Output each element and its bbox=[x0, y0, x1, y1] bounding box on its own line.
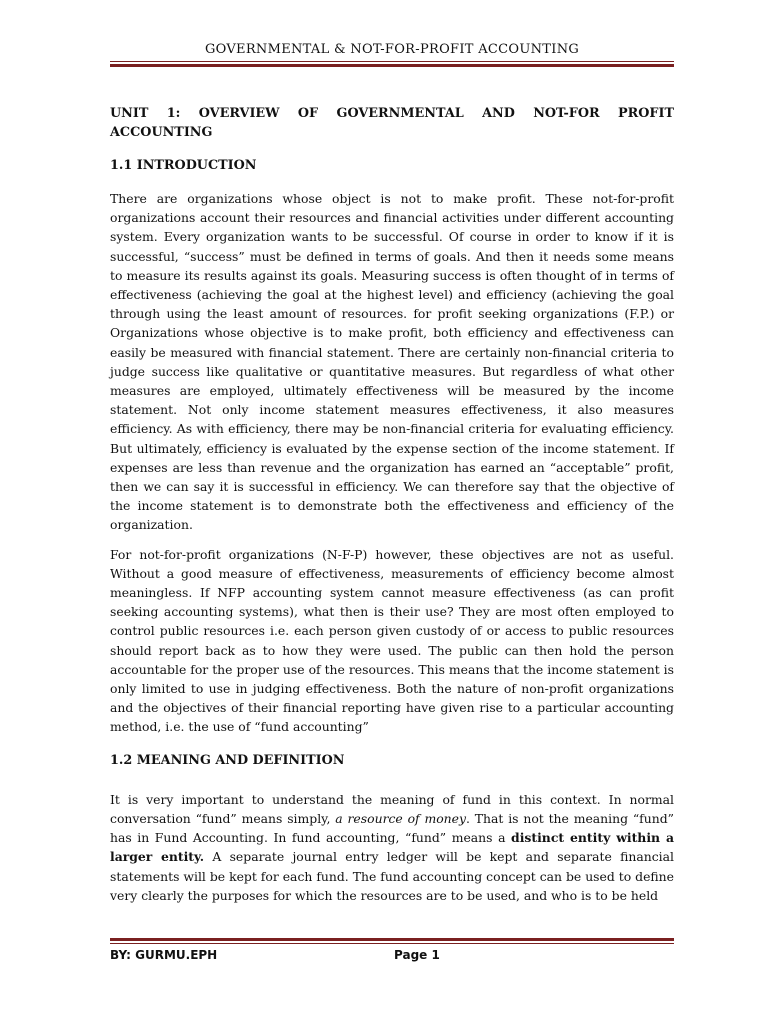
paragraph-text: A separate journal entry ledger will be kept and separate financial statements will be kept for each fund. The fund accounting concept can be used to define very clearly the purposes for which the resources are to be used, and who is to be held bbox=[110, 849, 674, 903]
running-header-title: GOVERNMENTAL & NOT-FOR-PROFIT ACCOUNTING bbox=[204, 42, 580, 57]
footer-author: BY: GURMU.EPH bbox=[110, 948, 218, 962]
paragraph-text: It is very important to understand the meaning of fund in this context. In normal conversation “fund” means simply, bbox=[110, 791, 674, 826]
bold-phrase: distinct entity within a larger entity. bbox=[110, 830, 674, 865]
footer-rule-thin bbox=[110, 943, 674, 944]
document-body bbox=[110, 104, 674, 915]
unit-heading: UNIT 1: OVERVIEW OF GOVERNMENTAL AND NOT-FOR PROFIT ACCOUNTING bbox=[110, 106, 674, 140]
paragraph bbox=[110, 790, 674, 905]
header-rule-thin bbox=[110, 61, 674, 62]
footer-page-number: Page 1 bbox=[394, 948, 440, 962]
header-rule-thick bbox=[110, 64, 674, 67]
paragraph: For not-for-profit organizations (N-F-P) however, these objectives are not as useful. Without a good measure of effectiveness, measurements of efficiency become almost meaningless. If NFP accounting system cannot measure effectiveness (as can profit seeking accounting systems), what then is their use? They are most often employed to control public resources i.e. each person given custody of or access to public resources should report back as to how they were used. The public can then hold the person accountable for the proper use of the resources. This means that the income statement is only limited to use in judging effectiveness. Both the nature of non-profit organizations and the objectives of their financial reporting have given rise to a particular accounting method, i.e. the use of “fund accounting” bbox=[110, 546, 674, 735]
section-heading-meaning: 1.2 MEANING AND DEFINITION bbox=[110, 752, 345, 768]
paragraph-text: . That is not the meaning “fund” has in Fund Accounting. In fund accounting, “fund” means a bbox=[110, 810, 674, 846]
footer-rule-thick bbox=[110, 938, 674, 941]
section-heading-introduction: 1.1 INTRODUCTION bbox=[110, 158, 257, 173]
paragraph: There are organizations whose object is not to make profit. These not-for-profit organizations account their resources and financial activities under different accounting system. Every organization wants to be successful. Of course in order to know if it is successful, “success” must be defined in terms of goals. And then it needs some means to measure its results against its goals. Measuring success is often thought of in terms of effectiveness (achieving the goal at the highest level) and efficiency (achieving the goal through using the least amount of resources. for profit seeking organizations (F.P.) or Organizations whose objective is to make profit, both efficiency and effectiveness can easily be measured with financial statement. There are certainly non-financial criteria to judge success like qualitative or quantitative measures. But regardless of what other measures are employed, ultimately effectiveness will be measured by the income statement. Not only income statement measures effectiveness, it also measures efficiency. As with efficiency, there may be non-financial criteria for evaluating efficiency. But ultimately, efficiency is evaluated by the expense section of the income statement. If expenses are less than revenue and the organization has earned an “acceptable” profit, then we can say it is successful in efficiency. We can therefore say that the objective of the income statement is to demonstrate both the effectiveness and efficiency of the organization. bbox=[110, 191, 674, 533]
italic-phrase: a resource of money bbox=[335, 810, 466, 826]
